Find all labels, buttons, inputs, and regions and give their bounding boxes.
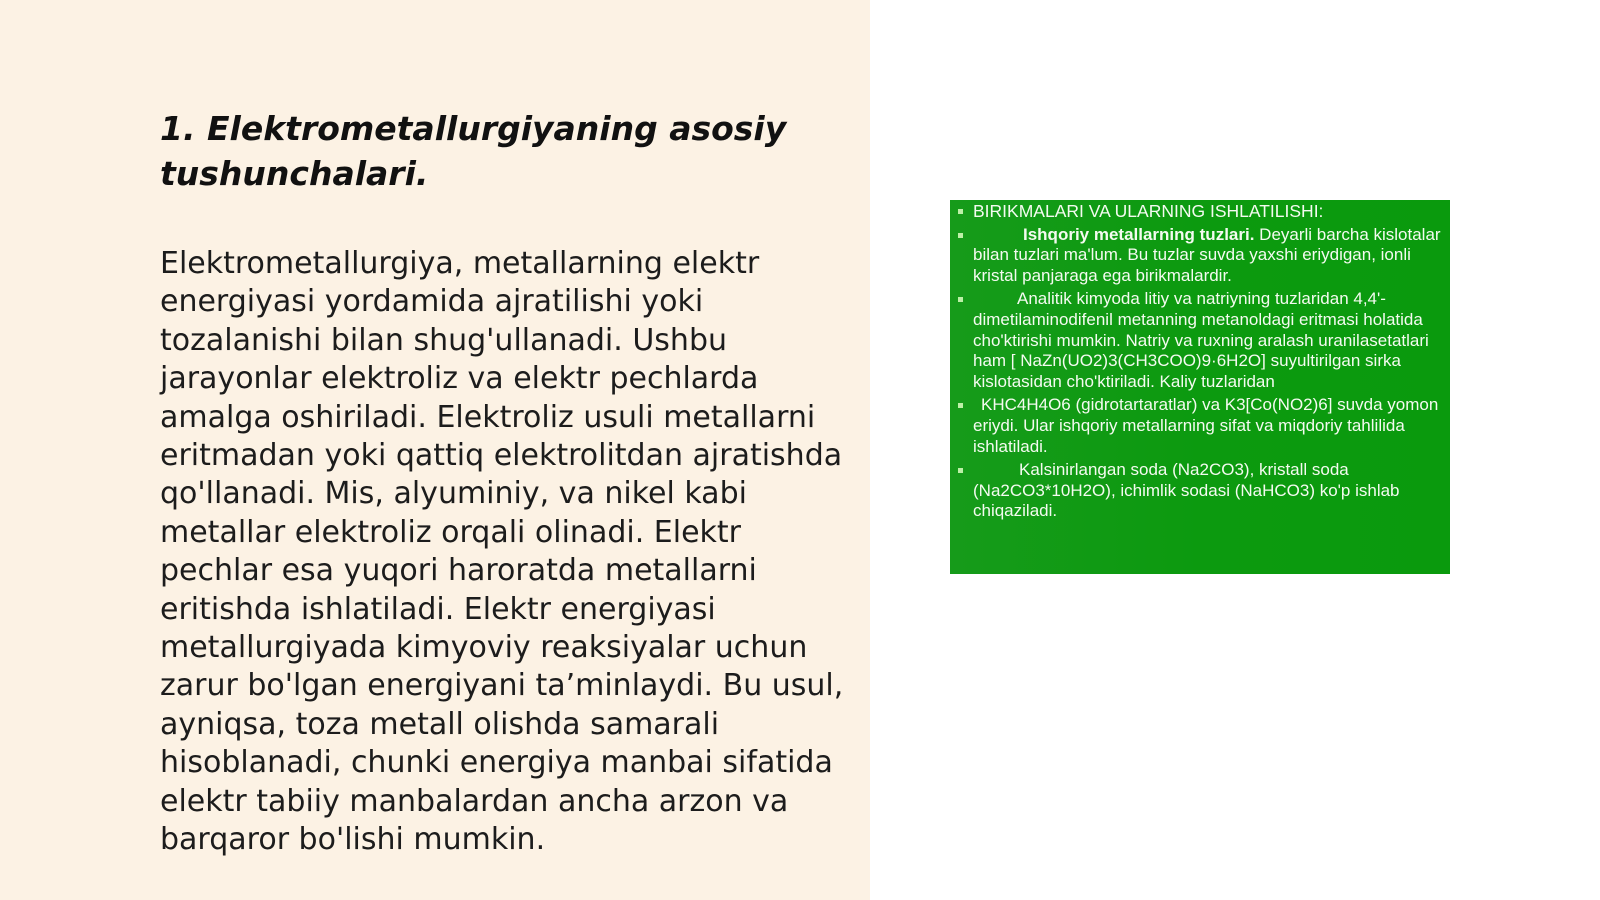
body-paragraph: Elektrometallurgiya, metallarning elektr energiyasi yordamida ajratilishi yoki tozalanishi bilan shug'ullanadi. Ushbu jarayonlar elektroliz va elektr pechlarda amalga oshiriladi. Elektroliz usuli metallarni eritmadan yoki qattiq elektrolitdan ajratishda qo'llanadi. Mis, alyuminiy, va nikel kabi metallar elektroliz orqali olinadi. Elektr pechlar esa yuqori haroratda metallarni eritishda ishlatiladi. Elektr energiyasi metallurgiyada kimyoviy reaksiyalar uchun zarur bo'lgan energiyani ta’minlaydi. Bu usul, ayniqsa, toza metall olishda samarali hisoblanadi, chunki energiya manbai sifatida elektr tabiiy manbalardan ancha arzon va barqaror bo'lishi mumkin. (160, 246, 844, 858)
box-item-text: Kalsinirlangan soda (Na2CO3), kristall soda (Na2CO3*10H2O), ichimlik sodasi (NaHCO3) ko'p ishlab chiqaziladi. (973, 460, 1400, 521)
bullet-icon (958, 403, 963, 408)
box-item-text: Deyarli barcha kislotalar bilan tuzlari ma'lum. Bu tuzlar suvda yaxshi eriydigan, ionli kristal panjaraga ega birikmalardir. (973, 224, 1441, 285)
green-content-image (950, 200, 1450, 574)
box-heading-text: BIRIKMALARI VA ULARNING ISHLATILISHI: (973, 201, 1324, 221)
slide-title: 1. Elektrometallurgiyaning asosiy tushunchalari. (160, 109, 787, 193)
box-item-text: Analitik kimyoda litiy va natriyning tuzlaridan 4,4'-dimetilaminodifenil metanning metanoldagi eritmasi holatida cho'ktirishi mumkin. Natriy va ruxning aralash uranilasetatlari ham [ NaZn(UO2)3(CH3COO)9·6H2O] suyultirilgan sirka kislotasidan cho'ktiriladi. Kaliy tuzlaridan (973, 289, 1429, 391)
bullet-icon (958, 297, 963, 302)
box-item-lead: Ishqoriy metallarning tuzlari. (1023, 224, 1255, 244)
box-item-analytical-chemistry (956, 289, 1444, 392)
box-item-text: KHC4H4O6 (gidrotartaratlar) va K3[Co(NO2)6] suvda yomon eriydi. Ular ishqoriy metallarning sifat va miqdoriy tahlilida ishlatiladi. (973, 395, 1439, 456)
bullet-icon (958, 468, 963, 473)
box-item-alkali-salts (956, 225, 1444, 287)
bullet-icon (958, 209, 963, 214)
box-heading (956, 201, 1444, 222)
bullet-icon (958, 233, 963, 238)
box-item-soda (956, 460, 1444, 522)
box-item-potassium-salts (956, 395, 1444, 457)
